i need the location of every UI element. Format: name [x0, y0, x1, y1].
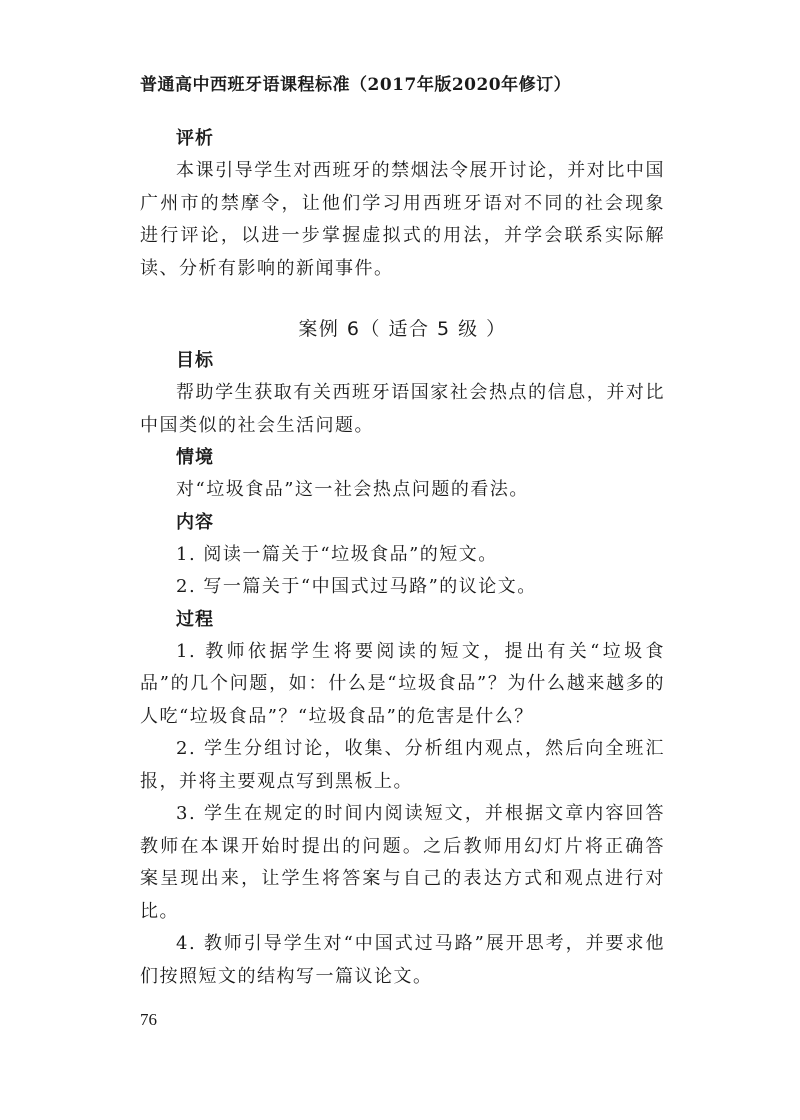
process-step-1: 1. 教师依据学生将要阅读的短文，提出有关“垃圾食品”的几个问题，如：什么是“垃圾食品”？为什么越来越多的人吃“垃圾食品”？“垃圾食品”的危害是什么？: [140, 640, 665, 727]
analysis-heading: 评析: [176, 128, 214, 149]
content-heading: 内容: [176, 511, 214, 533]
process-step-4: 4. 教师引导学生对“中国式过马路”展开思考，并要求他们按照短文的结构写一篇议论文。: [140, 933, 665, 987]
page-number: 76: [140, 1010, 157, 1029]
content-item-1: 1. 阅读一篇关于“垃圾食品”的短文。: [176, 543, 498, 565]
case-title: 案例 6（ 适合 5 级 ）: [298, 318, 507, 340]
page-content: [140, 123, 665, 993]
analysis-paragraph: 本课引导学生对西班牙的禁烟法令展开讨论，并对比中国广州市的禁摩令，让他们学习用西班牙语对不同的社会现象进行评论，以进一步掌握虚拟式的用法，并学会联系实际解读、分析有影响的新闻事件。: [140, 160, 665, 279]
process-heading: 过程: [176, 608, 214, 630]
goal-paragraph: 帮助学生获取有关西班牙语国家社会热点的信息，并对比中国类似的社会生活问题。: [140, 382, 665, 436]
process-step-3: 3. 学生在规定的时间内阅读短文，并根据文章内容回答教师在本课开始时提出的问题。之后教师用幻灯片将正确答案呈现出来，让学生将答案与自己的表达方式和观点进行对比。: [140, 803, 665, 922]
content-item-2: 2. 写一篇关于“中国式过马路”的议论文。: [176, 576, 537, 597]
running-header-title: 普通高中西班牙语课程标准（2017年版2020年修订）: [140, 75, 572, 95]
process-step-2: 2. 学生分组讨论，收集、分析组内观点，然后向全班汇报，并将主要观点写到黑板上。: [140, 738, 665, 792]
context-paragraph: 对“垃圾食品”这一社会热点问题的看法。: [176, 479, 529, 500]
goal-heading: 目标: [176, 350, 214, 371]
context-heading: 情境: [176, 447, 214, 468]
